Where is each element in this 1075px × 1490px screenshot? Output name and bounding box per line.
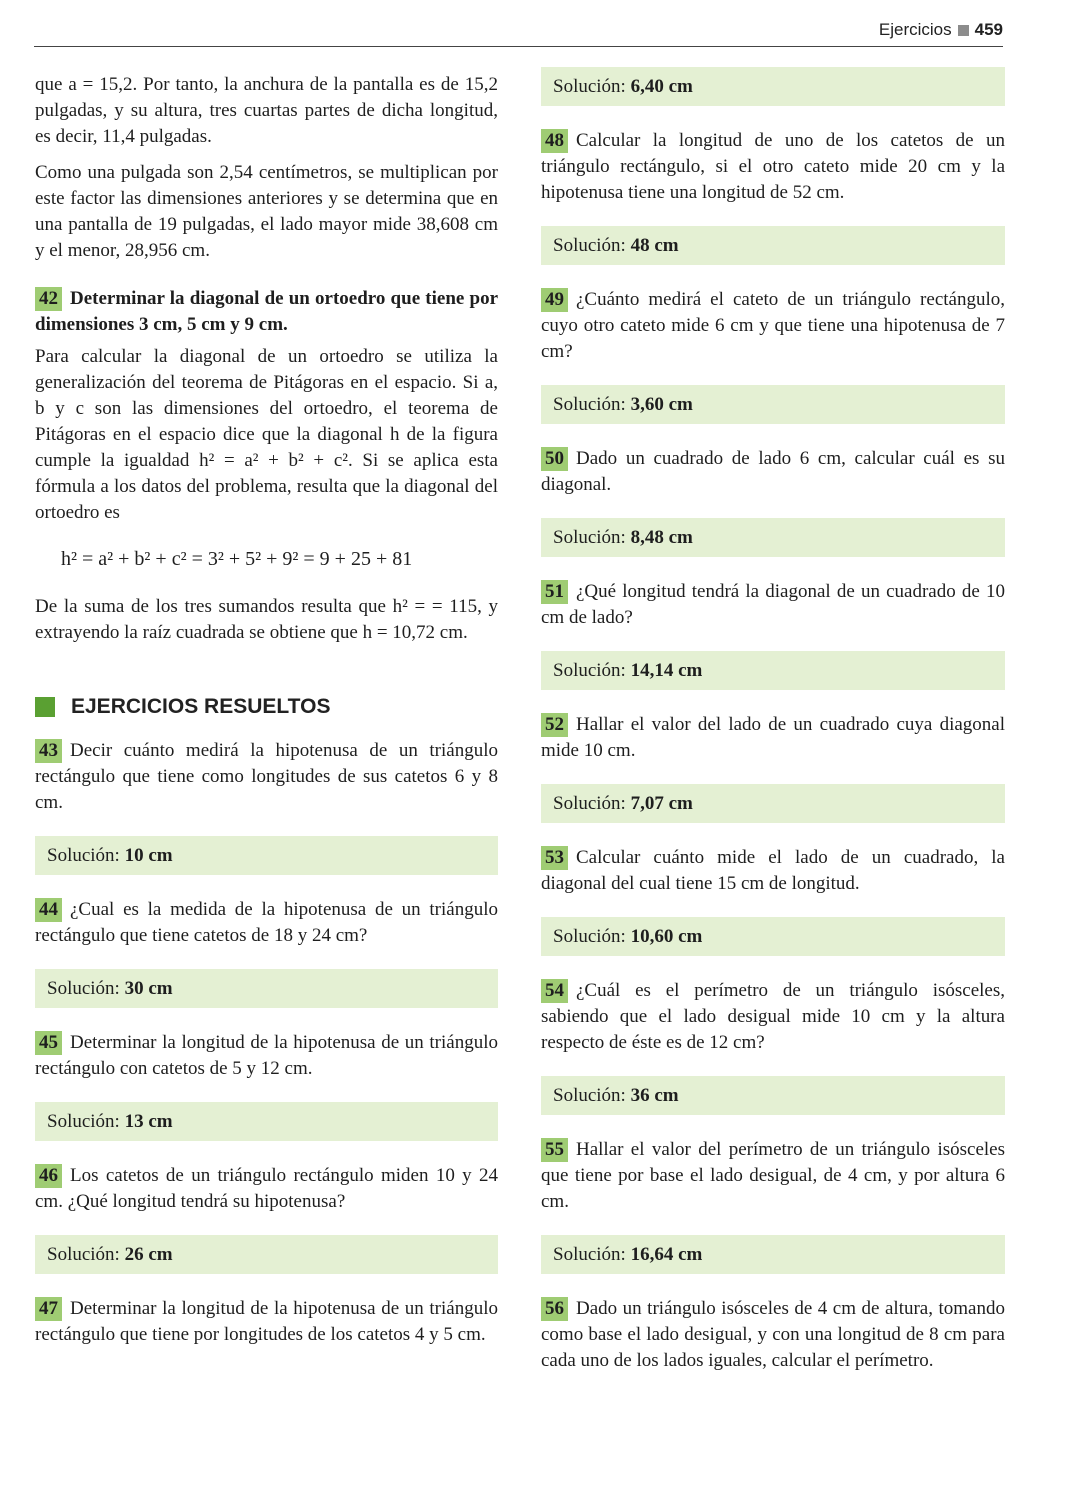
exercise-number-badge: 54 [541, 979, 568, 1003]
exercise-text: ¿Qué longitud tendrá la diagonal de un cuadrado de 10 cm de lado? [541, 581, 1005, 628]
solution-label: Solución: [553, 1085, 626, 1106]
exercise-45 [35, 1030, 498, 1141]
solution-box [541, 518, 1005, 557]
exercise-statement [541, 128, 1005, 206]
exercise-text: Dado un triángulo isósceles de 4 cm de altura, tomando como base el lado desigual, y con una longitud de 8 cm para cada uno de los lados iguales, calcular el perímetro. [541, 1298, 1005, 1371]
exercise-42-explanation: Para calcular la diagonal de un ortoedro se utiliza la generalización del teorema de Pitágoras en el espacio. Si a, b y c son las dimensiones del ortoedro, el teorema de Pitágoras en el espacio dice que la diagonal h de la figura cumple la igualdad h² = a² + b² + c². Si se aplica esta fórmula a los datos del problema, resulta que la diagonal del ortoedro es [35, 346, 498, 523]
exercise-number-badge: 53 [541, 846, 568, 870]
exercise-53 [541, 845, 1005, 956]
exercise-47 [35, 1296, 498, 1348]
page-number: 459 [974, 20, 1003, 39]
exercise-statement [35, 897, 498, 949]
exercise-text: ¿Cuánto medirá el cateto de un triángulo rectángulo, cuyo otro cateto mide 6 cm y que tiene una hipotenusa de 7 cm? [541, 289, 1005, 362]
solution-label: Solución: [47, 1111, 120, 1132]
exercise-number-badge: 52 [541, 713, 568, 737]
exercise-51 [541, 579, 1005, 690]
exercise-56 [541, 1296, 1005, 1374]
exercise-text: Hallar el valor del lado de un cuadrado cuya diagonal mide 10 cm. [541, 714, 1005, 761]
solution-box [35, 836, 498, 875]
exercise-text: Los catetos de un triángulo rectángulo miden 10 y 24 cm. ¿Qué longitud tendrá su hipotenusa? [35, 1165, 498, 1212]
solution-label: Solución: [553, 793, 626, 814]
exercise-statement [541, 978, 1005, 1056]
exercise-text: Hallar el valor del perímetro de un triángulo isósceles que tiene por base el lado desigual, de 4 cm, y por altura 6 cm. [541, 1139, 1005, 1212]
exercise-text: Determinar la longitud de la hipotenusa de un triángulo rectángulo con catetos de 5 y 12 cm. [35, 1032, 498, 1079]
solution-box [35, 969, 498, 1008]
solution-box [541, 651, 1005, 690]
solution-box [35, 1235, 498, 1274]
solution-value: 48 cm [630, 235, 679, 256]
section-square-icon [35, 697, 55, 717]
solution-value: 8,48 cm [630, 527, 693, 548]
solution-value: 16,64 cm [630, 1244, 703, 1265]
exercise-statement [541, 446, 1005, 498]
left-column [35, 72, 498, 1348]
exercise-statement [541, 1296, 1005, 1374]
header-rule [34, 46, 1003, 47]
exercise-50 [541, 446, 1005, 557]
exercise-number-badge: 46 [35, 1164, 62, 1188]
solution-box [541, 226, 1005, 265]
exercise-number-badge: 43 [35, 739, 62, 763]
exercise-statement [541, 712, 1005, 764]
solution-value: 6,40 cm [630, 76, 693, 97]
exercise-number-badge: 44 [35, 898, 62, 922]
exercise-42-text: Determinar la diagonal de un ortoedro que tiene por dimensiones 3 cm, 5 cm y 9 cm. [35, 288, 498, 335]
section-title: EJERCICIOS RESUELTOS [71, 695, 331, 718]
exercise-number-badge: 56 [541, 1297, 568, 1321]
header-section: Ejercicios [878, 20, 952, 39]
solution-box [541, 1076, 1005, 1115]
exercise-text: ¿Cuál es el perímetro de un triángulo isósceles, sabiendo que el lado desigual mide 10 cm y la altura respecto de éste es de 12 cm? [541, 980, 1005, 1053]
solution-label: Solución: [47, 845, 120, 866]
intro-paragraph-2: Como una pulgada son 2,54 centímetros, se multiplican por este factor las dimensiones anteriores y se determina que en una pantalla de 19 pulgadas, el lado mayor mide 38,608 cm y el menor, 28,956 cm. [35, 162, 498, 261]
solution-value: 13 cm [124, 1111, 173, 1132]
solution-label: Solución: [553, 76, 626, 97]
left-exercise-list [35, 738, 498, 1348]
solution-label: Solución: [553, 394, 626, 415]
exercise-52 [541, 712, 1005, 823]
solution-value: 36 cm [630, 1085, 679, 1106]
exercise-statement [541, 1137, 1005, 1215]
exercise-statement [35, 1163, 498, 1215]
exercise-number-badge: 49 [541, 288, 568, 312]
exercise-55 [541, 1137, 1005, 1274]
exercise-46 [35, 1163, 498, 1274]
solution-value: 26 cm [124, 1244, 173, 1265]
right-exercise-list [541, 128, 1005, 1374]
exercise-42-question [35, 286, 498, 338]
solution-value: 3,60 cm [630, 394, 693, 415]
exercise-42 [35, 286, 498, 646]
exercise-text: ¿Cual es la medida de la hipotenusa de un triángulo rectángulo que tiene catetos de 18 y 24 cm? [35, 899, 498, 946]
solution-value: 10 cm [124, 845, 173, 866]
exercise-42-result: De la suma de los tres sumandos resulta que h² = = 115, y extrayendo la raíz cuadrada se obtiene que h = 10,72 cm. [35, 596, 498, 643]
intro-paragraph-1: que a = 15,2. Por tanto, la anchura de la pantalla es de 15,2 pulgadas, y su altura, tres cuartas partes de dicha longitud, es decir, 11,4 pulgadas. [35, 74, 498, 147]
formula: h² = a² + b² + c² = 3² + 5² + 9² = 9 + 25 + 81 [61, 548, 413, 570]
header-square-icon [958, 25, 969, 36]
exercise-statement [35, 738, 498, 816]
exercise-statement [541, 287, 1005, 365]
exercise-statement [35, 1296, 498, 1348]
exercise-text: Calcular cuánto mide el lado de un cuadrado, la diagonal del cual tiene 15 cm de longitud. [541, 847, 1005, 894]
solution-label: Solución: [553, 527, 626, 548]
solution-box [541, 67, 1005, 106]
solution-value: 10,60 cm [630, 926, 703, 947]
solution-value: 7,07 cm [630, 793, 693, 814]
solution-value: 14,14 cm [630, 660, 703, 681]
solution-box [541, 1235, 1005, 1274]
solution-value: 30 cm [124, 978, 173, 999]
solution-label: Solución: [47, 978, 120, 999]
exercise-number-badge: 45 [35, 1031, 62, 1055]
solution-label: Solución: [553, 235, 626, 256]
exercise-number-badge: 50 [541, 447, 568, 471]
solution-box [541, 385, 1005, 424]
exercise-statement [541, 579, 1005, 631]
exercise-44 [35, 897, 498, 1008]
exercise-number-badge: 42 [35, 287, 62, 311]
right-column [541, 67, 1005, 1374]
solution-label: Solución: [47, 1244, 120, 1265]
solution-box [541, 917, 1005, 956]
exercise-43 [35, 738, 498, 875]
exercise-text: Dado un cuadrado de lado 6 cm, calcular cuál es su diagonal. [541, 448, 1005, 495]
exercise-number-badge: 47 [35, 1297, 62, 1321]
exercise-number-badge: 51 [541, 580, 568, 604]
solution-box [541, 784, 1005, 823]
exercise-statement [541, 845, 1005, 897]
exercise-number-badge: 55 [541, 1138, 568, 1162]
exercise-text: Calcular la longitud de uno de los catetos de un triángulo rectángulo, si el otro cateto mide 20 cm y la hipotenusa tiene una longitud de 52 cm. [541, 130, 1005, 203]
solution-label: Solución: [553, 660, 626, 681]
exercise-number-badge: 48 [541, 129, 568, 153]
solution-box [35, 1102, 498, 1141]
exercise-text: Decir cuánto medirá la hipotenusa de un triángulo rectángulo que tiene como longitudes de sus catetos 6 y 8 cm. [35, 740, 498, 813]
page-header [879, 20, 1003, 40]
solution-label: Solución: [553, 926, 626, 947]
exercise-statement [35, 1030, 498, 1082]
exercise-48 [541, 128, 1005, 265]
solution-label: Solución: [553, 1244, 626, 1265]
exercise-text: Determinar la longitud de la hipotenusa de un triángulo rectángulo que tiene por longitudes de los catetos 4 y 5 cm. [35, 1298, 498, 1345]
exercise-54 [541, 978, 1005, 1115]
section-heading [35, 694, 498, 720]
exercise-49 [541, 287, 1005, 424]
